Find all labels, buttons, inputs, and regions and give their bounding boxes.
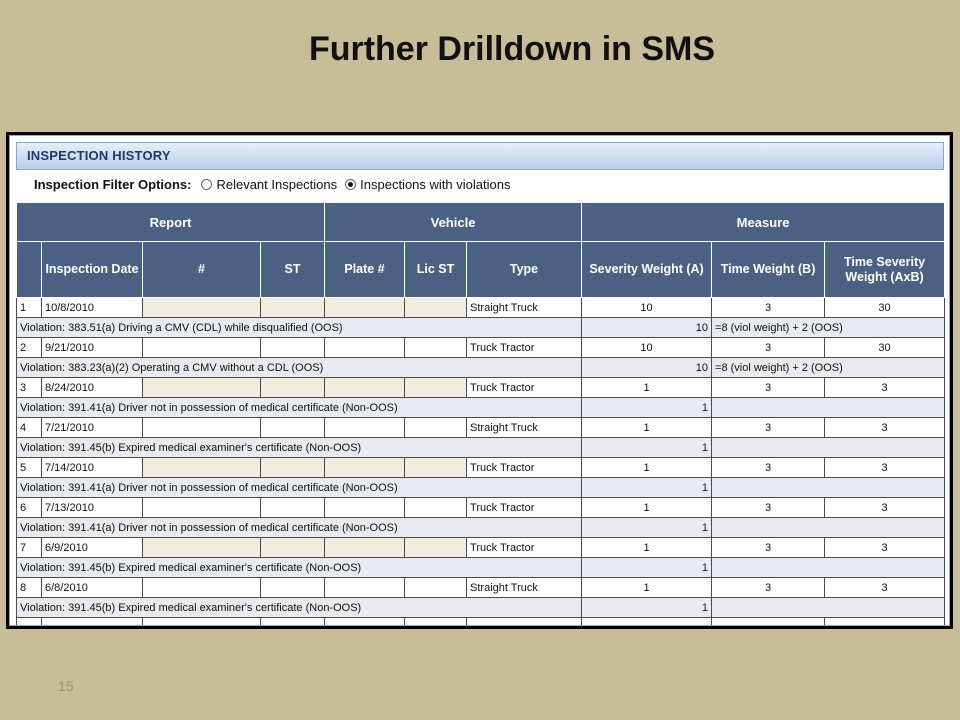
report-number-cell (143, 418, 261, 438)
severity-weight-cell: 1 (582, 538, 712, 558)
violation-severity-weight: 1 (582, 478, 712, 498)
violation-description: Violation: 391.45(b) Expired medical examiner's certificate (Non-OOS) (17, 598, 582, 618)
violation-description: Violation: 391.45(b) Expired medical examiner's certificate (Non-OOS) (17, 558, 582, 578)
partial-cell (712, 618, 825, 627)
plate-cell (325, 578, 405, 598)
violation-weight-note (712, 478, 945, 498)
inspections-with-violations-radio[interactable] (345, 179, 356, 190)
plate-cell (325, 498, 405, 518)
inspection-date-cell: 7/13/2010 (42, 498, 143, 518)
state-cell (261, 418, 325, 438)
vehicle-type-cell: Straight Truck (467, 418, 582, 438)
report-number-cell (143, 338, 261, 358)
license-state-header: Lic ST (405, 242, 467, 298)
time-severity-weight-cell: 3 (825, 378, 945, 398)
violation-severity-weight: 10 (582, 358, 712, 378)
plate-cell (325, 338, 405, 358)
license-state-cell (405, 338, 467, 358)
violation-description: Violation: 391.45(b) Expired medical examiner's certificate (Non-OOS) (17, 438, 582, 458)
row-number-cell: 6 (17, 498, 42, 518)
partial-cell (261, 618, 325, 627)
table-row[interactable] (17, 338, 945, 358)
time-severity-weight-cell: 3 (825, 498, 945, 518)
license-state-cell (405, 578, 467, 598)
slide-title: Further Drilldown in SMS (308, 30, 716, 68)
panel-title: INSPECTION HISTORY (16, 142, 944, 170)
time-severity-weight-cell: 3 (825, 418, 945, 438)
table-row[interactable] (17, 378, 945, 398)
license-state-cell (405, 458, 467, 478)
violation-severity-weight: 1 (582, 558, 712, 578)
relevant-inspections-radio[interactable] (201, 179, 212, 190)
violation-weight-note (712, 398, 945, 418)
filter-label: Inspection Filter Options: (34, 177, 192, 192)
relevant-inspections-label[interactable]: Relevant Inspections (216, 177, 338, 192)
table-row[interactable] (17, 498, 945, 518)
state-cell (261, 578, 325, 598)
violation-row (17, 598, 945, 618)
time-weight-header: Time Weight (B) (712, 242, 825, 298)
time-severity-weight-cell: 3 (825, 578, 945, 598)
plate-cell (325, 418, 405, 438)
row-number-cell: 4 (17, 418, 42, 438)
time-severity-weight-cell: 30 (825, 298, 945, 318)
time-weight-cell: 3 (712, 378, 825, 398)
plate-cell (325, 298, 405, 318)
violation-row (17, 318, 945, 338)
state-cell (261, 338, 325, 358)
partial-cell (582, 618, 712, 627)
severity-weight-cell: 10 (582, 298, 712, 318)
report-number-cell (143, 378, 261, 398)
license-state-cell (405, 418, 467, 438)
table-row[interactable] (17, 418, 945, 438)
time-weight-cell: 3 (712, 338, 825, 358)
table-row[interactable] (17, 458, 945, 478)
row-number-cell: 8 (17, 578, 42, 598)
vehicle-type-cell: Truck Tractor (467, 338, 582, 358)
inspection-date-cell: 6/8/2010 (42, 578, 143, 598)
violation-severity-weight: 1 (582, 438, 712, 458)
inspection-date-cell: 6/9/2010 (42, 538, 143, 558)
time-weight-cell: 3 (712, 498, 825, 518)
severity-weight-cell: 1 (582, 458, 712, 478)
vehicle-type-cell: Truck Tractor (467, 378, 582, 398)
row-number-cell: 2 (17, 338, 42, 358)
row-number-cell: 1 (17, 298, 42, 318)
severity-weight-header: Severity Weight (A) (582, 242, 712, 298)
vehicle-type-cell: Straight Truck (467, 298, 582, 318)
state-header: ST (261, 242, 325, 298)
report-number-cell (143, 538, 261, 558)
time-severity-weight-cell: 3 (825, 458, 945, 478)
table-row[interactable] (17, 578, 945, 598)
report-number-cell (143, 498, 261, 518)
severity-weight-cell: 1 (582, 378, 712, 398)
time-weight-cell: 3 (712, 418, 825, 438)
license-state-cell (405, 498, 467, 518)
partial-cell (143, 618, 261, 627)
plate-cell (325, 458, 405, 478)
license-state-cell (405, 378, 467, 398)
time-weight-cell: 3 (712, 298, 825, 318)
row-number-cell: 7 (17, 538, 42, 558)
partial-cell (17, 618, 42, 627)
time-weight-cell: 3 (712, 538, 825, 558)
plate-cell (325, 378, 405, 398)
violation-description: Violation: 383.23(a)(2) Operating a CMV without a CDL (OOS) (17, 358, 582, 378)
vehicle-type-header: Type (467, 242, 582, 298)
report-number-cell (143, 458, 261, 478)
severity-weight-cell: 10 (582, 338, 712, 358)
report-number-cell (143, 578, 261, 598)
row-number-cell: 5 (17, 458, 42, 478)
state-cell (261, 498, 325, 518)
violation-description: Violation: 391.41(a) Driver not in possession of medical certificate (Non-OOS) (17, 398, 582, 418)
plate-header: Plate # (325, 242, 405, 298)
violation-row (17, 358, 945, 378)
report-number-cell (143, 298, 261, 318)
violation-row (17, 558, 945, 578)
group-header-vehicle: Vehicle (325, 203, 582, 242)
violation-row (17, 478, 945, 498)
table-row-partial (17, 618, 945, 627)
table-row[interactable] (17, 538, 945, 558)
inspections-with-violations-label[interactable]: Inspections with violations (360, 177, 511, 192)
license-state-cell (405, 538, 467, 558)
violation-row (17, 518, 945, 538)
table-row[interactable] (17, 298, 945, 318)
violation-weight-note: =8 (viol weight) + 2 (OOS) (712, 358, 945, 378)
inspection-date-cell: 10/8/2010 (42, 298, 143, 318)
partial-cell (825, 618, 945, 627)
violation-weight-note (712, 558, 945, 578)
report-number-header: # (143, 242, 261, 298)
screenshot-frame (6, 132, 953, 629)
inspection-history-table (16, 202, 945, 626)
violation-row (17, 398, 945, 418)
row-number-cell: 3 (17, 378, 42, 398)
partial-cell (325, 618, 405, 627)
violation-weight-note: =8 (viol weight) + 2 (OOS) (712, 318, 945, 338)
time-weight-cell: 3 (712, 578, 825, 598)
violation-weight-note (712, 598, 945, 618)
inspection-date-cell: 9/21/2010 (42, 338, 143, 358)
state-cell (261, 378, 325, 398)
severity-weight-cell: 1 (582, 498, 712, 518)
time-severity-weight-header: Time Severity Weight (AxB) (825, 242, 945, 298)
partial-cell (42, 618, 143, 627)
inspection-history-panel (9, 135, 950, 626)
inspection-filter-options (34, 177, 518, 192)
violation-severity-weight: 1 (582, 598, 712, 618)
state-cell (261, 538, 325, 558)
group-header-report: Report (17, 203, 325, 242)
slide-number: 15 (58, 678, 74, 694)
violation-row (17, 438, 945, 458)
time-severity-weight-cell: 3 (825, 538, 945, 558)
violation-description: Violation: 391.41(a) Driver not in possession of medical certificate (Non-OOS) (17, 478, 582, 498)
inspection-date-cell: 8/24/2010 (42, 378, 143, 398)
plate-cell (325, 538, 405, 558)
violation-description: Violation: 383.51(a) Driving a CMV (CDL) while disqualified (OOS) (17, 318, 582, 338)
violation-severity-weight: 10 (582, 318, 712, 338)
violation-description: Violation: 391.41(a) Driver not in possession of medical certificate (Non-OOS) (17, 518, 582, 538)
severity-weight-cell: 1 (582, 578, 712, 598)
vehicle-type-cell: Truck Tractor (467, 538, 582, 558)
severity-weight-cell: 1 (582, 418, 712, 438)
violation-weight-note (712, 518, 945, 538)
violation-severity-weight: 1 (582, 398, 712, 418)
inspection-date-header: Inspection Date (42, 242, 143, 298)
time-severity-weight-cell: 30 (825, 338, 945, 358)
vehicle-type-cell: Truck Tractor (467, 458, 582, 478)
time-weight-cell: 3 (712, 458, 825, 478)
inspection-date-cell: 7/14/2010 (42, 458, 143, 478)
license-state-cell (405, 298, 467, 318)
state-cell (261, 298, 325, 318)
violation-weight-note (712, 438, 945, 458)
partial-cell (405, 618, 467, 627)
vehicle-type-cell: Straight Truck (467, 578, 582, 598)
state-cell (261, 458, 325, 478)
violation-severity-weight: 1 (582, 518, 712, 538)
group-header-measure: Measure (582, 203, 945, 242)
vehicle-type-cell: Truck Tractor (467, 498, 582, 518)
partial-cell (467, 618, 582, 627)
inspection-date-cell: 7/21/2010 (42, 418, 143, 438)
row-number-header (17, 242, 42, 298)
